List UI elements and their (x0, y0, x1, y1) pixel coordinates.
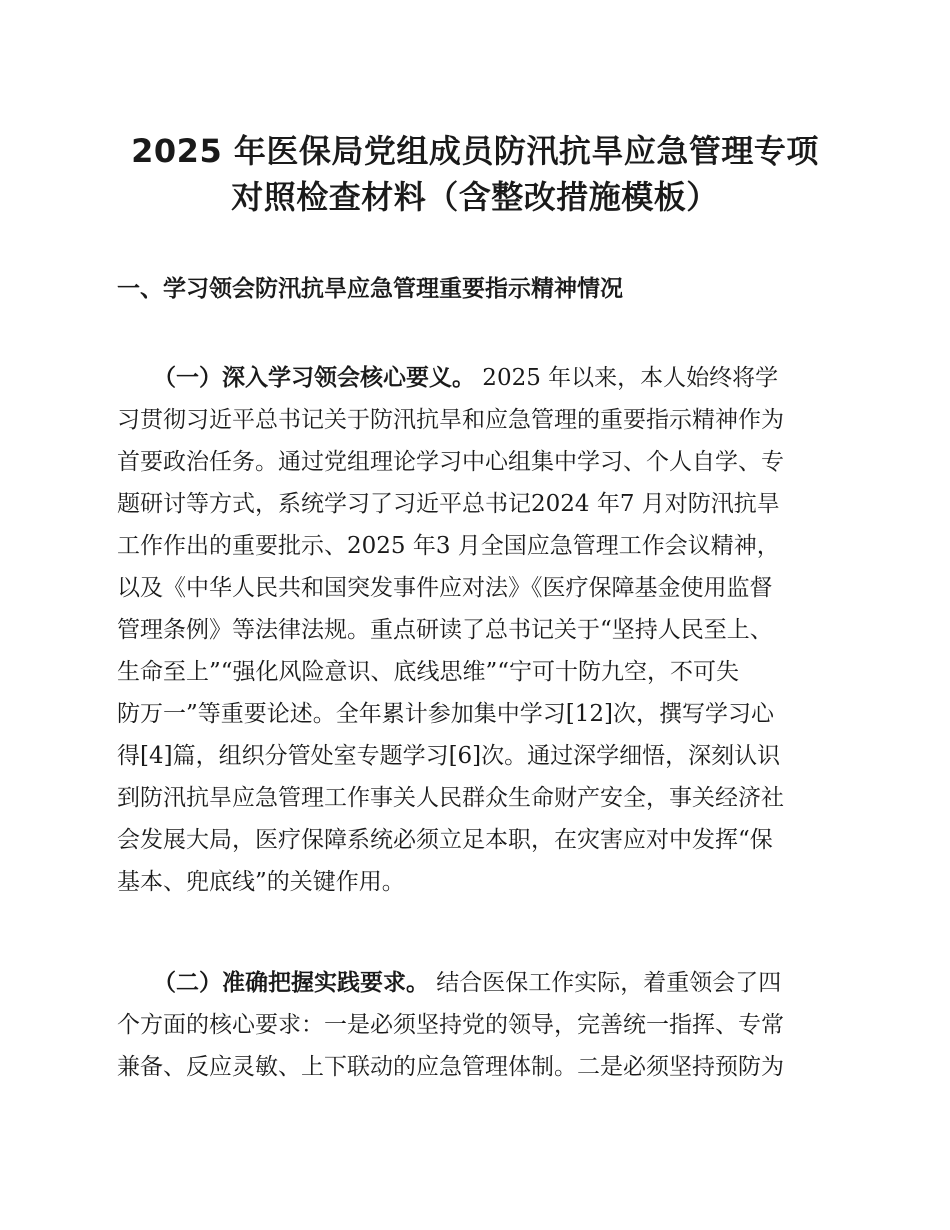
paragraph-line: 会发展大局，医疗保障系统必须立足本职，在灾害应对中发挥“保 (117, 827, 773, 853)
paragraph-line: 个方面的核心要求：一是必须坚持党的领导，完善统一指挥、专常 (117, 1012, 784, 1038)
paragraph-text: 结合医保工作实际，着重领会了四 (429, 970, 782, 996)
paragraph-line: 得[4]篇，组织分管处室专题学习[6]次。通过深学细悟，深刻认识 (117, 743, 781, 769)
paragraph-text: 2025 年以来，本人始终将学 (475, 365, 779, 391)
paragraph-line: 到防汛抗旱应急管理工作事关人民群众生命财产安全，事关经济社 (117, 785, 784, 811)
paragraph-line: 以及《中华人民共和国突发事件应对法》《医疗保障基金使用监督 (117, 575, 773, 601)
paragraph-line: 习贯彻习近平总书记关于防汛抗旱和应急管理的重要指示精神作为 (117, 407, 784, 433)
paragraph-line (117, 357, 842, 399)
document-title (110, 128, 840, 220)
paragraph-lead: （一）深入学习领会核心要义。 (153, 365, 475, 391)
paragraph-line: 管理条例》等法律法规。重点研读了总书记关于“坚持人民至上、 (117, 617, 773, 643)
paragraph-2 (117, 962, 842, 1088)
paragraph-lead: （二）准确把握实践要求。 (153, 970, 429, 996)
paragraph-1 (117, 357, 842, 903)
paragraph-line: 题研讨等方式，系统学习了习近平总书记2024 年7 月对防汛抗旱 (117, 491, 780, 517)
paragraph-line: 生命至上”“强化风险意识、底线思维”“宁可十防九空，不可失 (117, 659, 740, 685)
title-line-1: 2025 年医保局党组成员防汛抗旱应急管理专项 (131, 132, 819, 170)
paragraph-line: 基本、兜底线”的关键作用。 (117, 869, 405, 895)
paragraph-line: 防万一”等重要论述。全年累计参加集中学习[12]次，撰写学习心 (117, 701, 774, 727)
title-line-2: 对照检查材料（含整改措施模板） (231, 178, 719, 216)
paragraph-line: 首要政治任务。通过党组理论学习中心组集中学习、个人自学、专 (117, 449, 784, 475)
paragraph-line: 兼备、反应灵敏、上下联动的应急管理体制。二是必须坚持预防为 (117, 1054, 784, 1080)
section-heading: 一、学习领会防汛抗旱应急管理重要指示精神情况 (117, 276, 623, 302)
paragraph-line: 工作作出的重要批示、2025 年3 月全国应急管理工作会议精神， (117, 533, 780, 559)
paragraph-line (117, 962, 842, 1004)
